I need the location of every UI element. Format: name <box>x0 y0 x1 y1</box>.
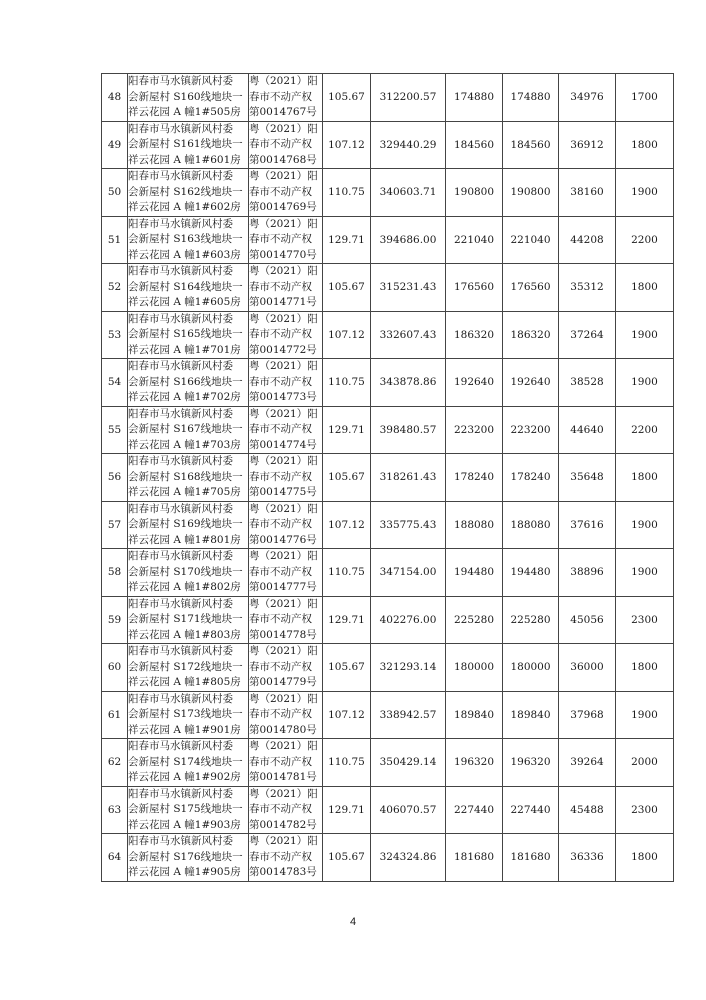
location-line: 阳春市马水镇新风村委 <box>128 360 233 372</box>
location-line: 会新屋村 S169线地块一 <box>128 518 243 530</box>
certificate-cell <box>249 216 323 264</box>
property-table <box>101 73 674 882</box>
row-number-cell: 58 <box>102 549 128 597</box>
location-line: 会新屋村 S171线地块一 <box>128 613 243 625</box>
total-value-cell: 329440.29 <box>371 121 446 169</box>
area-cell: 105.67 <box>323 454 371 502</box>
value-d-cell: 1900 <box>616 169 674 217</box>
total-value-cell: 406070.57 <box>371 786 446 834</box>
certificate-line: 第0014769号 <box>249 201 317 213</box>
row-number-cell: 59 <box>102 596 128 644</box>
value-d-cell: 1900 <box>616 359 674 407</box>
value-d-cell: 1900 <box>616 501 674 549</box>
value-d-cell: 2000 <box>616 739 674 787</box>
certificate-line: 春市不动产权 <box>249 660 312 673</box>
value-d-cell: 2200 <box>616 216 674 264</box>
value-c-cell: 38160 <box>559 169 616 217</box>
certificate-cell <box>249 644 323 692</box>
location-line: 阳春市马水镇新风村委 <box>128 692 233 705</box>
location-cell <box>128 786 249 834</box>
certificate-line: 粤（2021）阳 <box>249 217 318 230</box>
location-line: 阳春市马水镇新风村委 <box>128 170 233 182</box>
table-row <box>102 549 674 597</box>
certificate-line: 粤（2021）阳 <box>249 122 318 135</box>
certificate-cell <box>249 359 323 407</box>
certificate-line: 春市不动产权 <box>249 328 312 340</box>
row-number-cell: 49 <box>102 121 128 169</box>
value-b-cell: 196320 <box>503 739 559 787</box>
area-cell: 129.71 <box>323 406 371 454</box>
certificate-line: 第0014781号 <box>249 771 317 783</box>
certificate-cell <box>249 691 323 739</box>
location-line: 会新屋村 S164线地块一 <box>128 280 243 293</box>
value-b-cell: 188080 <box>503 501 559 549</box>
certificate-line: 第0014767号 <box>249 106 317 118</box>
value-b-cell: 225280 <box>503 596 559 644</box>
certificate-line: 春市不动产权 <box>249 233 312 245</box>
location-line: 会新屋村 S170线地块一 <box>128 565 243 578</box>
certificate-line: 春市不动产权 <box>249 613 312 625</box>
location-line: 会新屋村 S174线地块一 <box>128 755 243 768</box>
row-number-cell: 61 <box>102 691 128 739</box>
total-value-cell: 324324.86 <box>371 834 446 882</box>
area-cell: 107.12 <box>323 311 371 359</box>
certificate-line: 第0014774号 <box>249 438 317 451</box>
certificate-line: 春市不动产权 <box>249 850 312 863</box>
location-line: 阳春市马水镇新风村委 <box>128 407 233 420</box>
certificate-line: 粤（2021）阳 <box>249 360 318 372</box>
total-value-cell: 350429.14 <box>371 739 446 787</box>
table-row <box>102 264 674 312</box>
location-line: 会新屋村 S166线地块一 <box>128 375 243 388</box>
location-cell <box>128 549 249 597</box>
location-line: 会新屋村 S175线地块一 <box>128 803 243 815</box>
value-a-cell: 181680 <box>446 834 503 882</box>
certificate-line: 第0014773号 <box>249 391 317 403</box>
location-cell <box>128 691 249 739</box>
value-d-cell: 1900 <box>616 691 674 739</box>
table-row <box>102 691 674 739</box>
location-line: 阳春市马水镇新风村委 <box>128 217 233 230</box>
certificate-line: 粤（2021）阳 <box>249 550 318 562</box>
location-line: 阳春市马水镇新风村委 <box>128 75 233 87</box>
table-row <box>102 644 674 692</box>
location-line: 阳春市马水镇新风村委 <box>128 787 233 800</box>
certificate-line: 第0014771号 <box>249 296 317 308</box>
page-number: 4 <box>349 916 357 928</box>
location-line: 阳春市马水镇新风村委 <box>128 122 233 135</box>
certificate-line: 粤（2021）阳 <box>249 265 318 277</box>
value-a-cell: 196320 <box>446 739 503 787</box>
value-d-cell: 1800 <box>616 264 674 312</box>
table-row <box>102 834 674 882</box>
value-d-cell: 1800 <box>616 454 674 502</box>
value-b-cell: 174880 <box>503 74 559 122</box>
certificate-line: 第0014777号 <box>249 581 317 593</box>
value-c-cell: 34976 <box>559 74 616 122</box>
location-line: 祥云花园 A 幢1#901房 <box>128 723 241 736</box>
row-number-cell: 48 <box>102 74 128 122</box>
row-number-cell: 57 <box>102 501 128 549</box>
row-number-cell: 52 <box>102 264 128 312</box>
certificate-line: 第0014772号 <box>249 343 317 356</box>
location-line: 会新屋村 S160线地块一 <box>128 90 243 103</box>
value-c-cell: 36000 <box>559 644 616 692</box>
value-c-cell: 35648 <box>559 454 616 502</box>
certificate-line: 第0014782号 <box>249 818 317 831</box>
value-c-cell: 37616 <box>559 501 616 549</box>
location-line: 阳春市马水镇新风村委 <box>128 502 233 515</box>
value-d-cell: 1700 <box>616 74 674 122</box>
location-line: 祥云花园 A 幢1#601房 <box>128 153 241 166</box>
location-line: 会新屋村 S173线地块一 <box>128 708 243 720</box>
value-a-cell: 225280 <box>446 596 503 644</box>
total-value-cell: 398480.57 <box>371 406 446 454</box>
row-number-cell: 64 <box>102 834 128 882</box>
total-value-cell: 335775.43 <box>371 501 446 549</box>
location-line: 阳春市马水镇新风村委 <box>128 645 233 657</box>
value-c-cell: 38528 <box>559 359 616 407</box>
table-row <box>102 739 674 787</box>
location-cell <box>128 311 249 359</box>
location-cell <box>128 264 249 312</box>
area-cell: 110.75 <box>323 739 371 787</box>
location-line: 祥云花园 A 幢1#805房 <box>128 676 241 688</box>
table-row <box>102 501 674 549</box>
certificate-line: 第0014770号 <box>249 248 317 261</box>
location-line: 祥云花园 A 幢1#903房 <box>128 818 241 831</box>
area-cell: 129.71 <box>323 786 371 834</box>
certificate-cell <box>249 74 323 122</box>
row-number-cell: 51 <box>102 216 128 264</box>
location-line: 阳春市马水镇新风村委 <box>128 265 233 277</box>
area-cell: 107.12 <box>323 691 371 739</box>
value-b-cell: 192640 <box>503 359 559 407</box>
location-line: 祥云花园 A 幢1#902房 <box>128 771 241 783</box>
area-cell: 110.75 <box>323 549 371 597</box>
certificate-line: 春市不动产权 <box>249 565 312 578</box>
certificate-cell <box>249 739 323 787</box>
location-cell <box>128 169 249 217</box>
value-c-cell: 36336 <box>559 834 616 882</box>
value-b-cell: 184560 <box>503 121 559 169</box>
value-b-cell: 194480 <box>503 549 559 597</box>
value-b-cell: 227440 <box>503 786 559 834</box>
location-line: 阳春市马水镇新风村委 <box>128 835 233 847</box>
certificate-cell <box>249 786 323 834</box>
row-number-cell: 55 <box>102 406 128 454</box>
value-a-cell: 190800 <box>446 169 503 217</box>
total-value-cell: 340603.71 <box>371 169 446 217</box>
location-line: 祥云花园 A 幢1#702房 <box>128 391 241 403</box>
certificate-line: 第0014783号 <box>249 866 317 878</box>
area-cell: 105.67 <box>323 264 371 312</box>
certificate-line: 春市不动产权 <box>249 375 312 388</box>
location-cell <box>128 406 249 454</box>
certificate-cell <box>249 169 323 217</box>
certificate-line: 第0014775号 <box>249 486 317 498</box>
certificate-line: 粤（2021）阳 <box>249 740 318 752</box>
location-line: 会新屋村 S165线地块一 <box>128 328 243 340</box>
table-row <box>102 596 674 644</box>
certificate-line: 粤（2021）阳 <box>249 645 318 657</box>
certificate-line: 春市不动产权 <box>249 708 312 720</box>
certificate-line: 春市不动产权 <box>249 138 312 150</box>
location-line: 会新屋村 S162线地块一 <box>128 185 243 198</box>
location-line: 祥云花园 A 幢1#703房 <box>128 438 241 451</box>
value-d-cell: 1800 <box>616 834 674 882</box>
location-cell <box>128 644 249 692</box>
certificate-line: 春市不动产权 <box>249 755 312 768</box>
location-line: 阳春市马水镇新风村委 <box>128 740 233 752</box>
value-b-cell: 176560 <box>503 264 559 312</box>
area-cell: 107.12 <box>323 501 371 549</box>
table-row <box>102 216 674 264</box>
total-value-cell: 394686.00 <box>371 216 446 264</box>
area-cell: 110.75 <box>323 169 371 217</box>
certificate-line: 春市不动产权 <box>249 423 312 435</box>
value-d-cell: 2200 <box>616 406 674 454</box>
value-a-cell: 192640 <box>446 359 503 407</box>
total-value-cell: 315231.43 <box>371 264 446 312</box>
value-b-cell: 186320 <box>503 311 559 359</box>
location-cell <box>128 359 249 407</box>
location-line: 会新屋村 S176线地块一 <box>128 850 243 863</box>
table-row <box>102 406 674 454</box>
location-line: 祥云花园 A 幢1#803房 <box>128 628 241 641</box>
table-row <box>102 74 674 122</box>
location-line: 阳春市马水镇新风村委 <box>128 455 233 467</box>
value-b-cell: 180000 <box>503 644 559 692</box>
value-d-cell: 2300 <box>616 596 674 644</box>
value-a-cell: 174880 <box>446 74 503 122</box>
value-b-cell: 190800 <box>503 169 559 217</box>
certificate-line: 春市不动产权 <box>249 185 312 198</box>
value-c-cell: 45488 <box>559 786 616 834</box>
certificate-cell <box>249 406 323 454</box>
certificate-line: 第0014779号 <box>249 676 317 688</box>
location-cell <box>128 739 249 787</box>
location-cell <box>128 216 249 264</box>
certificate-line: 第0014768号 <box>249 153 317 166</box>
value-a-cell: 227440 <box>446 786 503 834</box>
value-c-cell: 44208 <box>559 216 616 264</box>
area-cell: 107.12 <box>323 121 371 169</box>
certificate-line: 粤（2021）阳 <box>249 835 318 847</box>
value-c-cell: 35312 <box>559 264 616 312</box>
certificate-line: 粤（2021）阳 <box>249 75 318 87</box>
value-d-cell: 2300 <box>616 786 674 834</box>
table-row <box>102 311 674 359</box>
certificate-cell <box>249 501 323 549</box>
row-number-cell: 53 <box>102 311 128 359</box>
certificate-line: 春市不动产权 <box>249 803 312 815</box>
value-b-cell: 221040 <box>503 216 559 264</box>
total-value-cell: 332607.43 <box>371 311 446 359</box>
location-line: 祥云花园 A 幢1#701房 <box>128 343 241 356</box>
total-value-cell: 338942.57 <box>371 691 446 739</box>
row-number-cell: 63 <box>102 786 128 834</box>
location-line: 会新屋村 S161线地块一 <box>128 138 243 150</box>
total-value-cell: 312200.57 <box>371 74 446 122</box>
value-c-cell: 45056 <box>559 596 616 644</box>
certificate-line: 春市不动产权 <box>249 518 312 530</box>
value-a-cell: 221040 <box>446 216 503 264</box>
value-a-cell: 180000 <box>446 644 503 692</box>
certificate-line: 春市不动产权 <box>249 280 312 293</box>
row-number-cell: 54 <box>102 359 128 407</box>
area-cell: 129.71 <box>323 596 371 644</box>
value-a-cell: 188080 <box>446 501 503 549</box>
location-cell <box>128 454 249 502</box>
location-line: 祥云花园 A 幢1#505房 <box>128 106 241 118</box>
location-line: 阳春市马水镇新风村委 <box>128 312 233 325</box>
value-a-cell: 178240 <box>446 454 503 502</box>
area-cell: 105.67 <box>323 834 371 882</box>
row-number-cell: 62 <box>102 739 128 787</box>
row-number-cell: 60 <box>102 644 128 692</box>
certificate-line: 春市不动产权 <box>249 90 312 103</box>
certificate-line: 粤（2021）阳 <box>249 407 318 420</box>
value-a-cell: 189840 <box>446 691 503 739</box>
location-cell <box>128 501 249 549</box>
certificate-cell <box>249 549 323 597</box>
value-b-cell: 178240 <box>503 454 559 502</box>
location-cell <box>128 74 249 122</box>
value-a-cell: 186320 <box>446 311 503 359</box>
location-line: 祥云花园 A 幢1#905房 <box>128 866 241 878</box>
area-cell: 129.71 <box>323 216 371 264</box>
total-value-cell: 402276.00 <box>371 596 446 644</box>
certificate-line: 春市不动产权 <box>249 470 312 483</box>
value-a-cell: 223200 <box>446 406 503 454</box>
location-line: 会新屋村 S167线地块一 <box>128 423 243 435</box>
location-cell <box>128 596 249 644</box>
certificate-line: 粤（2021）阳 <box>249 502 318 515</box>
value-c-cell: 37264 <box>559 311 616 359</box>
value-c-cell: 36912 <box>559 121 616 169</box>
table-row <box>102 169 674 217</box>
value-d-cell: 1900 <box>616 311 674 359</box>
certificate-line: 粤（2021）阳 <box>249 787 318 800</box>
location-cell <box>128 121 249 169</box>
area-cell: 110.75 <box>323 359 371 407</box>
location-line: 祥云花园 A 幢1#602房 <box>128 201 241 213</box>
value-a-cell: 176560 <box>446 264 503 312</box>
certificate-cell <box>249 596 323 644</box>
value-c-cell: 37968 <box>559 691 616 739</box>
total-value-cell: 321293.14 <box>371 644 446 692</box>
value-c-cell: 39264 <box>559 739 616 787</box>
value-c-cell: 44640 <box>559 406 616 454</box>
certificate-cell <box>249 311 323 359</box>
certificate-line: 粤（2021）阳 <box>249 170 318 182</box>
certificate-line: 第0014780号 <box>249 723 317 736</box>
total-value-cell: 347154.00 <box>371 549 446 597</box>
row-number-cell: 56 <box>102 454 128 502</box>
value-b-cell: 189840 <box>503 691 559 739</box>
value-a-cell: 184560 <box>446 121 503 169</box>
location-line: 会新屋村 S163线地块一 <box>128 233 243 245</box>
total-value-cell: 318261.43 <box>371 454 446 502</box>
certificate-cell <box>249 454 323 502</box>
location-line: 祥云花园 A 幢1#605房 <box>128 296 241 308</box>
location-line: 祥云花园 A 幢1#801房 <box>128 533 241 546</box>
value-a-cell: 194480 <box>446 549 503 597</box>
certificate-cell <box>249 834 323 882</box>
total-value-cell: 343878.86 <box>371 359 446 407</box>
location-line: 会新屋村 S172线地块一 <box>128 660 243 673</box>
location-cell <box>128 834 249 882</box>
value-b-cell: 223200 <box>503 406 559 454</box>
value-d-cell: 1800 <box>616 121 674 169</box>
certificate-line: 粤（2021）阳 <box>249 692 318 705</box>
certificate-line: 第0014778号 <box>249 628 317 641</box>
location-line: 祥云花园 A 幢1#705房 <box>128 486 241 498</box>
value-d-cell: 1800 <box>616 644 674 692</box>
certificate-line: 粤（2021）阳 <box>249 597 318 610</box>
table-row <box>102 786 674 834</box>
row-number-cell: 50 <box>102 169 128 217</box>
location-line: 阳春市马水镇新风村委 <box>128 550 233 562</box>
certificate-cell <box>249 264 323 312</box>
value-d-cell: 1900 <box>616 549 674 597</box>
location-line: 会新屋村 S168线地块一 <box>128 470 243 483</box>
certificate-line: 粤（2021）阳 <box>249 312 318 325</box>
table-row <box>102 454 674 502</box>
value-b-cell: 181680 <box>503 834 559 882</box>
location-line: 阳春市马水镇新风村委 <box>128 597 233 610</box>
certificate-cell <box>249 121 323 169</box>
area-cell: 105.67 <box>323 644 371 692</box>
certificate-line: 第0014776号 <box>249 533 317 546</box>
table-body <box>102 74 674 882</box>
location-line: 祥云花园 A 幢1#802房 <box>128 581 241 593</box>
area-cell: 105.67 <box>323 74 371 122</box>
table-row <box>102 359 674 407</box>
certificate-line: 粤（2021）阳 <box>249 455 318 467</box>
location-line: 祥云花园 A 幢1#603房 <box>128 248 241 261</box>
value-c-cell: 38896 <box>559 549 616 597</box>
table-row <box>102 121 674 169</box>
